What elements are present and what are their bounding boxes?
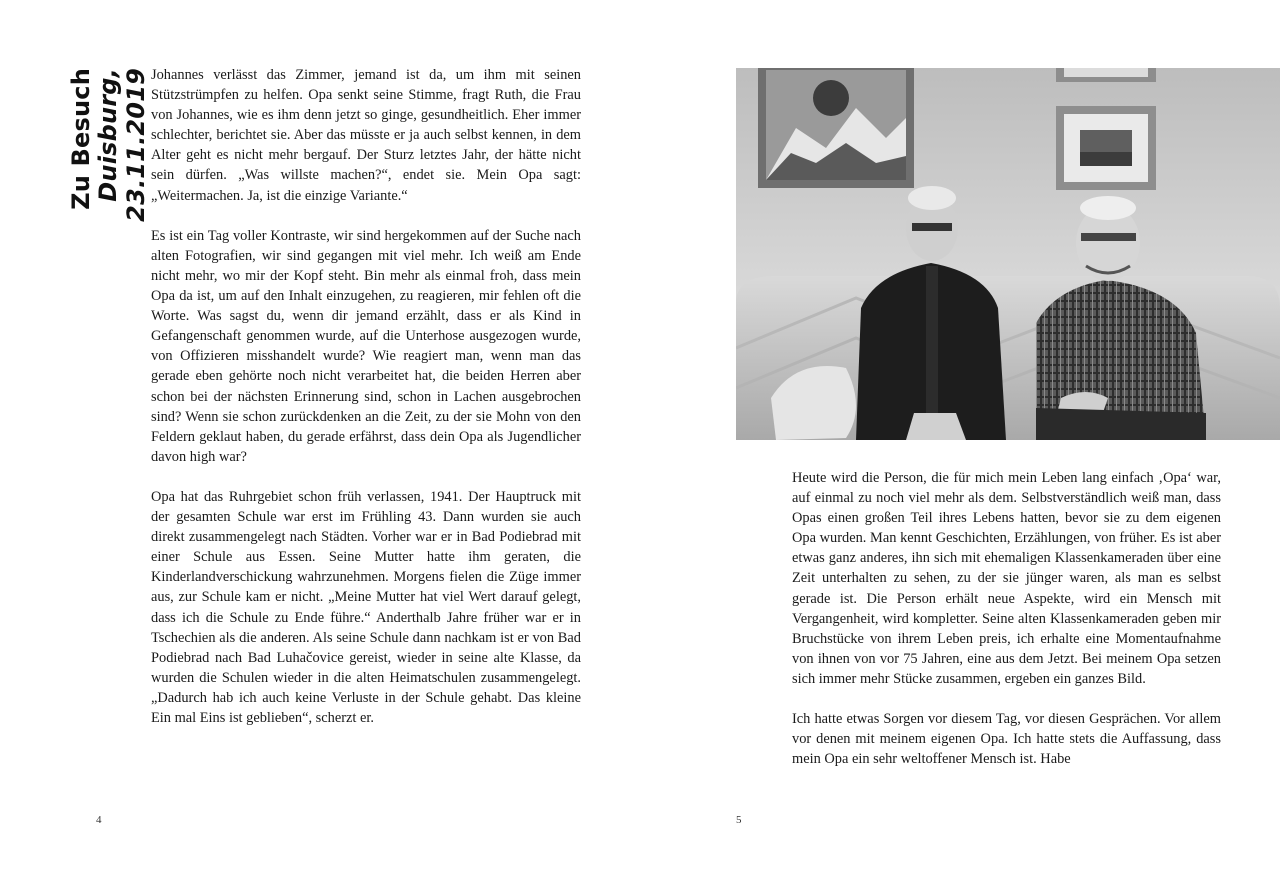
chapter-place-date: Duisburg, 23.11.2019 xyxy=(94,68,150,222)
chapter-heading xyxy=(67,68,150,336)
left-body-text xyxy=(151,65,581,748)
chapter-title: Zu Besuch xyxy=(67,68,95,210)
right-body-text xyxy=(792,468,1221,790)
page-number: 4 xyxy=(96,814,102,826)
paragraph: Es ist ein Tag voller Kontraste, wir sind hergekommen auf der Suche nach alten Fotografien, wir sind gegangen mit viel mehr. Ich weiß am Ende nicht mehr, wo mir der Kopf steht. Bin mehr als einmal froh, dass mein Opa da ist, um auf den Inhalt einzugehen, zu reagieren, mir fehlen oft die Worte. Was sagst du, wenn dir jemand erzählt, dass er als Kind in Gefangenschaft genommen wurde, auf die Unterhose ausgezogen wurde, von Offizieren misshandelt wurde? Wie reagiert man, wenn man das gerade eben gehörte noch nicht verarbeitet hat, die beiden Herren aber schon bei der nächsten Erinnerung sind, schon in Lachen ausgebrochen sind? Wenn sie schon zurückdenken an die Zeit, zu der sie Mohn von den Feldern geklaut haben, du gerade erfährst, dass dein Opa als Jugendlicher davon high war? xyxy=(151,227,581,465)
paragraph: Johannes verlässt das Zimmer, jemand ist da, um ihm mit seinen Stützstrümpfen zu helfen. Opa senkt seine Stimme, fragt Ruth, die Frau von Johannes, wie es ihm denn jetzt so ginge, gesundheitlich. Eher immer schlechter, berichtet sie. Aber das müsste er ja auch selbst kennen, in dem Alter geht es nicht mehr bergauf. Der Sturz letztes Jahr, der hätte nicht sein dürfen. „Was willste machen?“, endet sie. Mein Opa sagt: „Weitermachen. Ja, ist die einzige Variante.“ xyxy=(151,67,581,204)
paragraph: Heute wird die Person, die für mich mein Leben lang einfach ‚Opa‘ war, auf einmal zu noch viel mehr als dem. Selbstverständlich weiß man, dass Opas einen großen Teil ihres Lebens hatten, bevor sie zu dem eigenen Opa wurden. Man kennt Geschichten, Erzählungen, von früher. Es ist aber etwas ganz anderes, ihn sich mit ehemaligen Klassenkameraden über eine Zeit unterhalten zu sehen, zu der sie jünger waren, als man es selbst gerade ist. Die Person erhält neue Aspekte, wird ein Mensch mit Vergangenheit, wird kompletter. Seine alten Klassenkameraden geben mir Bruchstücke von ihrem Leben preis, ich erhalte eine Momentaufnahme von ihnen von vor 75 Jahren, eine aus dem Jetzt. Bei meinem Opa setzen sich immer mehr Stücke zusammen, ergeben ein ganzes Bild. xyxy=(792,470,1221,687)
paragraph: Ich hatte etwas Sorgen vor diesem Tag, vor diesen Gesprächen. Vor allem vor denen mit meinem eigenen Opa. Ich hatte stets die Auffassung, dass mein Opa ein sehr weltoffener Mensch ist. Habe xyxy=(792,711,1221,768)
page-number: 5 xyxy=(736,814,742,826)
photo-two-men-on-sofa xyxy=(736,68,1280,440)
right-page xyxy=(640,0,1280,892)
paragraph: Opa hat das Ruhrgebiet schon früh verlassen, 1941. Der Hauptruck mit der gesamten Schule war erst im Frühling 43. Dann wurden sie auch direkt zusammengelegt nach Städten. Vorher war er in Bad Podiebrad mit einer Schule aus Essen. Seine Mutter hatte ihm geraten, die Kinderlandverschickung wahrzunehmen. Morgens fielen die Züge immer aus, zur Schule kam er nicht. „Meine Mutter hat viel Wert darauf gelegt, dass ich die Schule zu Ende führe.“ Anderthalb Jahre früher war er in Tschechien als die anderen. Als seine Schule dann nachkam ist er von Bad Podiebrad nach Bad Luhačovice gereist, wieder in seine alte Klasse, da wurden die Schulen wieder in die alten Heimatschulen zusammengelegt. „Dadurch hab ich auch keine Verluste in der Schule gehabt. Das kleine Ein mal Eins ist geblieben“, scherzt er. xyxy=(151,488,581,726)
